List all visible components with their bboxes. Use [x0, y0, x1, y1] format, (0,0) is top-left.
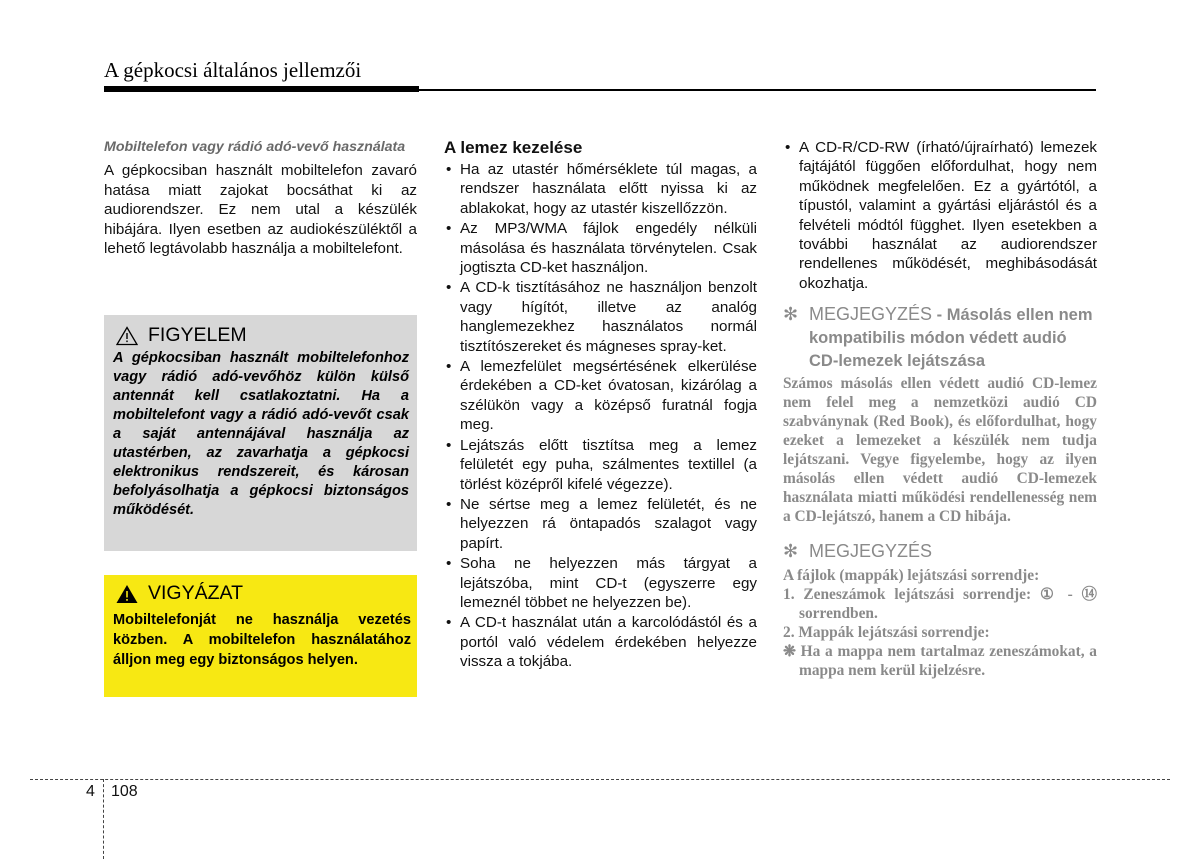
chapter-number: 4: [86, 783, 95, 800]
caution-label: VIGYÁZAT: [148, 582, 243, 604]
disc-handling-list: [444, 160, 757, 672]
page-header-title: A gépkocsi általános jellemzői: [104, 58, 362, 82]
list-item: • A lemezfelület megsértésének elkerülése érdekében a CD-ket óvatosan, kizárólag a szélükön vagy a középső furatnál fogja meg.: [444, 357, 757, 435]
section-heading-disc-handling: A lemez kezelése: [444, 138, 583, 157]
note1-label: MEGJEGYZÉS: [809, 304, 933, 325]
note2-item-3: ❋ Ha a mappa nem tartalmaz zeneszámokat, a mappa nem kerül kijelzésre.: [783, 643, 1097, 680]
caution-text: Mobiltelefonját ne használja vezetés közben. A mobiltelefon használatához álljon meg egy biztonságos helyen.: [113, 612, 411, 668]
note2-label: MEGJEGYZÉS: [809, 541, 933, 562]
note2-item-2: 2. Mappák lejátszási sorrendje:: [783, 624, 990, 642]
note1-title: [783, 303, 1097, 372]
list-item: • Ha az utastér hőmérséklete túl magas, a rendszer használata előtt nyissa ki az ablakokat, hogy az utastér kiszellőzzön.: [444, 160, 757, 218]
header-rule-thick: [104, 86, 419, 92]
note2-title: [783, 540, 1097, 562]
note2-line1: A fájlok (mappák) lejátszási sorrendje:: [783, 567, 1040, 585]
list-item: • Ne sértse meg a lemez felületét, és ne helyezzen rá öntapadós szalagot vagy papírt.: [444, 495, 757, 553]
warning-triangle-outline-icon: [116, 326, 138, 346]
caution-box: [104, 575, 417, 697]
note1-body: Számos másolás ellen védett audió CD-lemez nem felel meg a nemzetközi audió CD szabványnak (Red Book), és előfordulhat, hogy ezeket a lemezeket a készülék nem tudja lejátszani. Vegye figyelembe, hogy az ilyen másolás ellen védett audió CD-lemezek használata miatti működési rendellenesség nem a CD-lejátszó, hanem a CD hibája.: [783, 375, 1097, 526]
column-right: [783, 138, 1097, 680]
asterisk-icon: ✻: [783, 304, 799, 325]
warning-label: FIGYELEM: [148, 324, 247, 346]
cdr-list: [783, 138, 1097, 293]
subheading-mobile-phone: Mobiltelefon vagy rádió adó-vevő használata: [104, 139, 406, 155]
asterisk-icon: ✻: [783, 541, 799, 562]
caution-header: [116, 582, 243, 605]
warning-triangle-filled-icon: [116, 584, 138, 604]
list-item: • Az MP3/WMA fájlok engedély nélküli másolása és használata törvénytelen. Csak jogtiszta CD-ket használjon.: [444, 219, 757, 277]
column-middle: [444, 138, 757, 673]
list-item: • A CD-t használat után a karcolódástól és a portól való védelem érdekében helyezze vissza a tokjába.: [444, 613, 757, 671]
list-item: • Soha ne helyezzen más tárgyat a lejátszóba, mint CD-t (egyszerre egy lemeznél többet ne helyezzen be).: [444, 554, 757, 612]
warning-box: [104, 315, 417, 551]
list-item: • Lejátszás előtt tisztítsa meg a lemez felületét egy puha, szálmentes textillel (a törlést középről kifelé végezze).: [444, 436, 757, 494]
footer-dashed-rule: [30, 779, 1170, 780]
warning-text: A gépkocsiban használt mobiltelefonhoz vagy rádió adó-vevőhöz külön külső antennát kell csatlakoztatni. Ha a mobiltelefont vagy a rádió adó-vevőt csak a saját antennájával használja az utastérben, az zavarhatja a gépkocsi elektronikus rendszereit, és károsan befolyásolhatja a gépkocsi biztonságos működését.: [113, 350, 409, 518]
page-number: 108: [111, 783, 138, 800]
header-rule-thin: [419, 89, 1096, 91]
list-item: • A CD-k tisztításához ne használjon benzolt vagy hígítót, illetve az analóg hanglemezekhez használatos normál tisztítószereket és mágneses spray-ket.: [444, 278, 757, 356]
warning-header: [116, 324, 247, 347]
column-left: [104, 138, 417, 259]
note2-item-1: 1. Zeneszámok lejátszási sorrendje: ① - ⑭ sorrendben.: [783, 586, 1097, 623]
list-item: • A CD-R/CD-RW (írható/újraírható) lemezek fajtájától függően előfordulhat, hogy nem működnek megfelelően. Ez a gyártótól, a típustól, valamint a gyártási eljárástól és a felvételi módtól függhet. Ilyen esetekben a további használat az audiorendszer rendellenes működését, meghibásodását okozhatja.: [783, 138, 1097, 293]
note1-title-text: - Másolás ellen nem kompatibilis módon védett audió CD-lemezek lejátszása: [809, 306, 1093, 371]
paragraph-mobile-phone: A gépkocsiban használt mobiltelefon zavaró hatása miatt zajokat bocsáthat ki az audiorendszer. Ez nem utal a készülék hibájára. Ilyen esetben az audiokészüléktől a lehető legtávolabb használja a mobiltelefont.: [104, 162, 417, 257]
footer-dashed-divider: [103, 779, 104, 859]
